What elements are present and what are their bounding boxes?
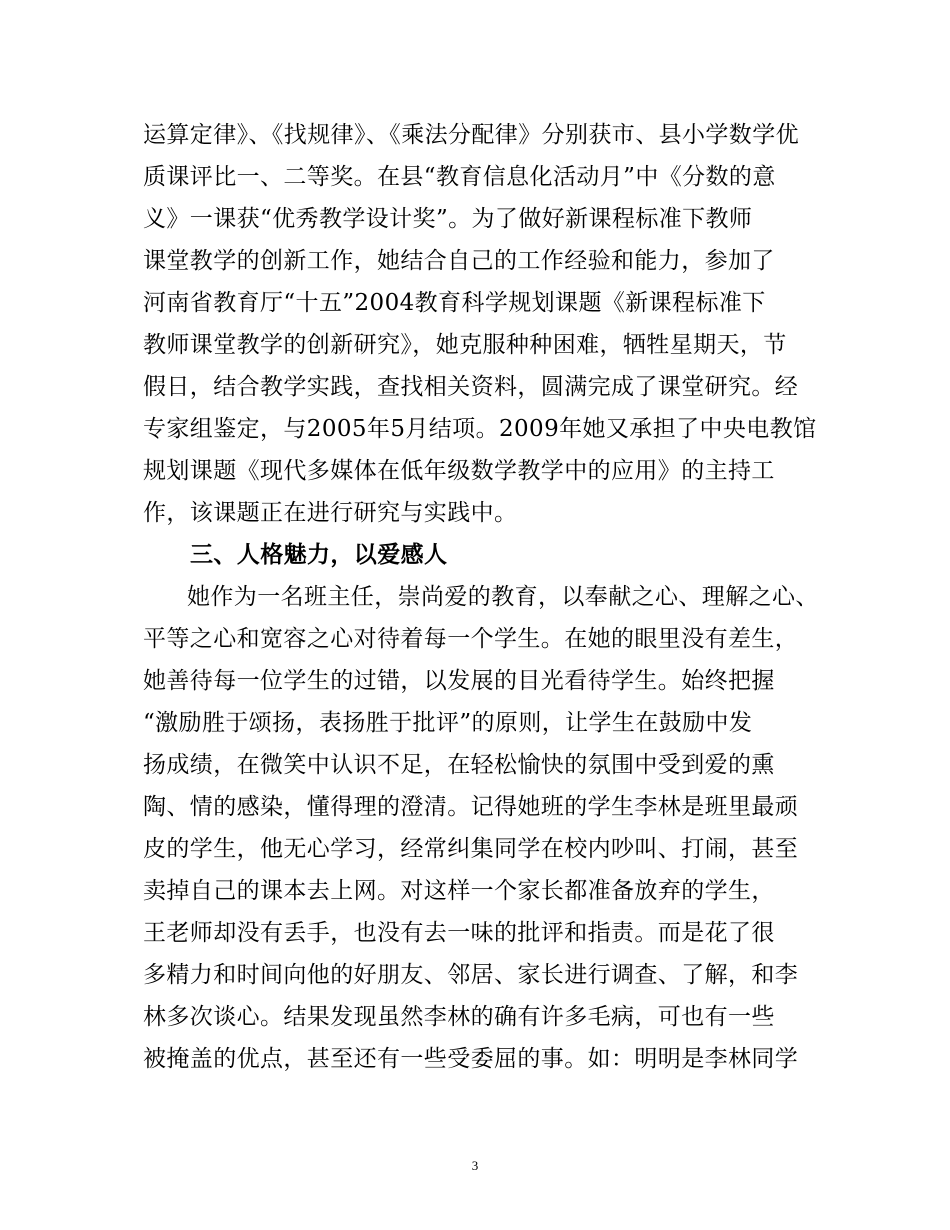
paragraph-first-line: 她作为一名班主任，崇尚爱的教育，以奉献之心、理解之心、	[187, 584, 819, 610]
body-text-line: 课堂教学的创新工作，她结合自己的工作经验和能力，参加了	[143, 248, 775, 274]
body-text-line: 她善待每一位学生的过错，以发展的目光看待学生。始终把握	[143, 668, 775, 694]
body-text-line: 多精力和时间向他的好朋友、邻居、家长进行调查、了解，和李	[143, 962, 799, 988]
body-text-line: “激励胜于颂扬，表扬胜于批评”的原则，让学生在鼓励中发	[143, 710, 753, 736]
body-text-line: 教师课堂教学的创新研究》，她克服种种困难，牺牲星期天，节	[143, 332, 787, 358]
section-heading: 三、人格魅力，以爱感人	[190, 541, 448, 568]
body-text-line: 专家组鉴定，与2005年5月结项。2009年她又承担了中央电教馆	[143, 416, 817, 442]
body-text-line: 王老师却没有丢手，也没有去一味的批评和指责。而是花了很	[143, 920, 775, 946]
body-text-line: 运算定律》、《找规律》、《乘法分配律》分别获市、县小学数学优	[143, 122, 799, 148]
body-text-line: 扬成绩，在微笑中认识不足，在轻松愉快的氛围中受到爱的熏	[143, 752, 775, 778]
body-text-line: 河南省教育厅“十五”2004教育科学规划课题《新课程标准下	[143, 290, 766, 316]
body-text-line: 林多次谈心。结果发现虽然李林的确有许多毛病，可也有一些	[143, 1004, 775, 1030]
page-number: 3	[471, 1158, 479, 1173]
body-text-line: 假日，结合教学实践，查找相关资料，圆满完成了课堂研究。经	[143, 374, 799, 400]
body-text-line: 被掩盖的优点，甚至还有一些受委屈的事。如：明明是李林同学	[143, 1046, 799, 1072]
body-text-line: 卖掉自己的课本去上网。对这样一个家长都准备放弃的学生，	[143, 878, 775, 904]
body-text-line: 皮的学生，他无心学习，经常纠集同学在校内吵叫、打闹，甚至	[143, 836, 799, 862]
body-text-line: 规划课题《现代多媒体在低年级数学教学中的应用》的主持工	[143, 458, 775, 484]
body-text-line: 作，该课题正在进行研究与实践中。	[143, 500, 518, 526]
body-text-line: 平等之心和宽容之心对待着每一个学生。在她的眼里没有差生，	[143, 626, 799, 652]
body-text-line: 陶、情的感染，懂得理的澄清。记得她班的学生李林是班里最顽	[143, 794, 799, 820]
body-text-line: 义》一课获“优秀教学设计奖”。为了做好新课程标准下教师	[143, 206, 753, 232]
body-text-line: 质课评比一、二等奖。在县“教育信息化活动月”中《分数的意	[143, 164, 776, 190]
